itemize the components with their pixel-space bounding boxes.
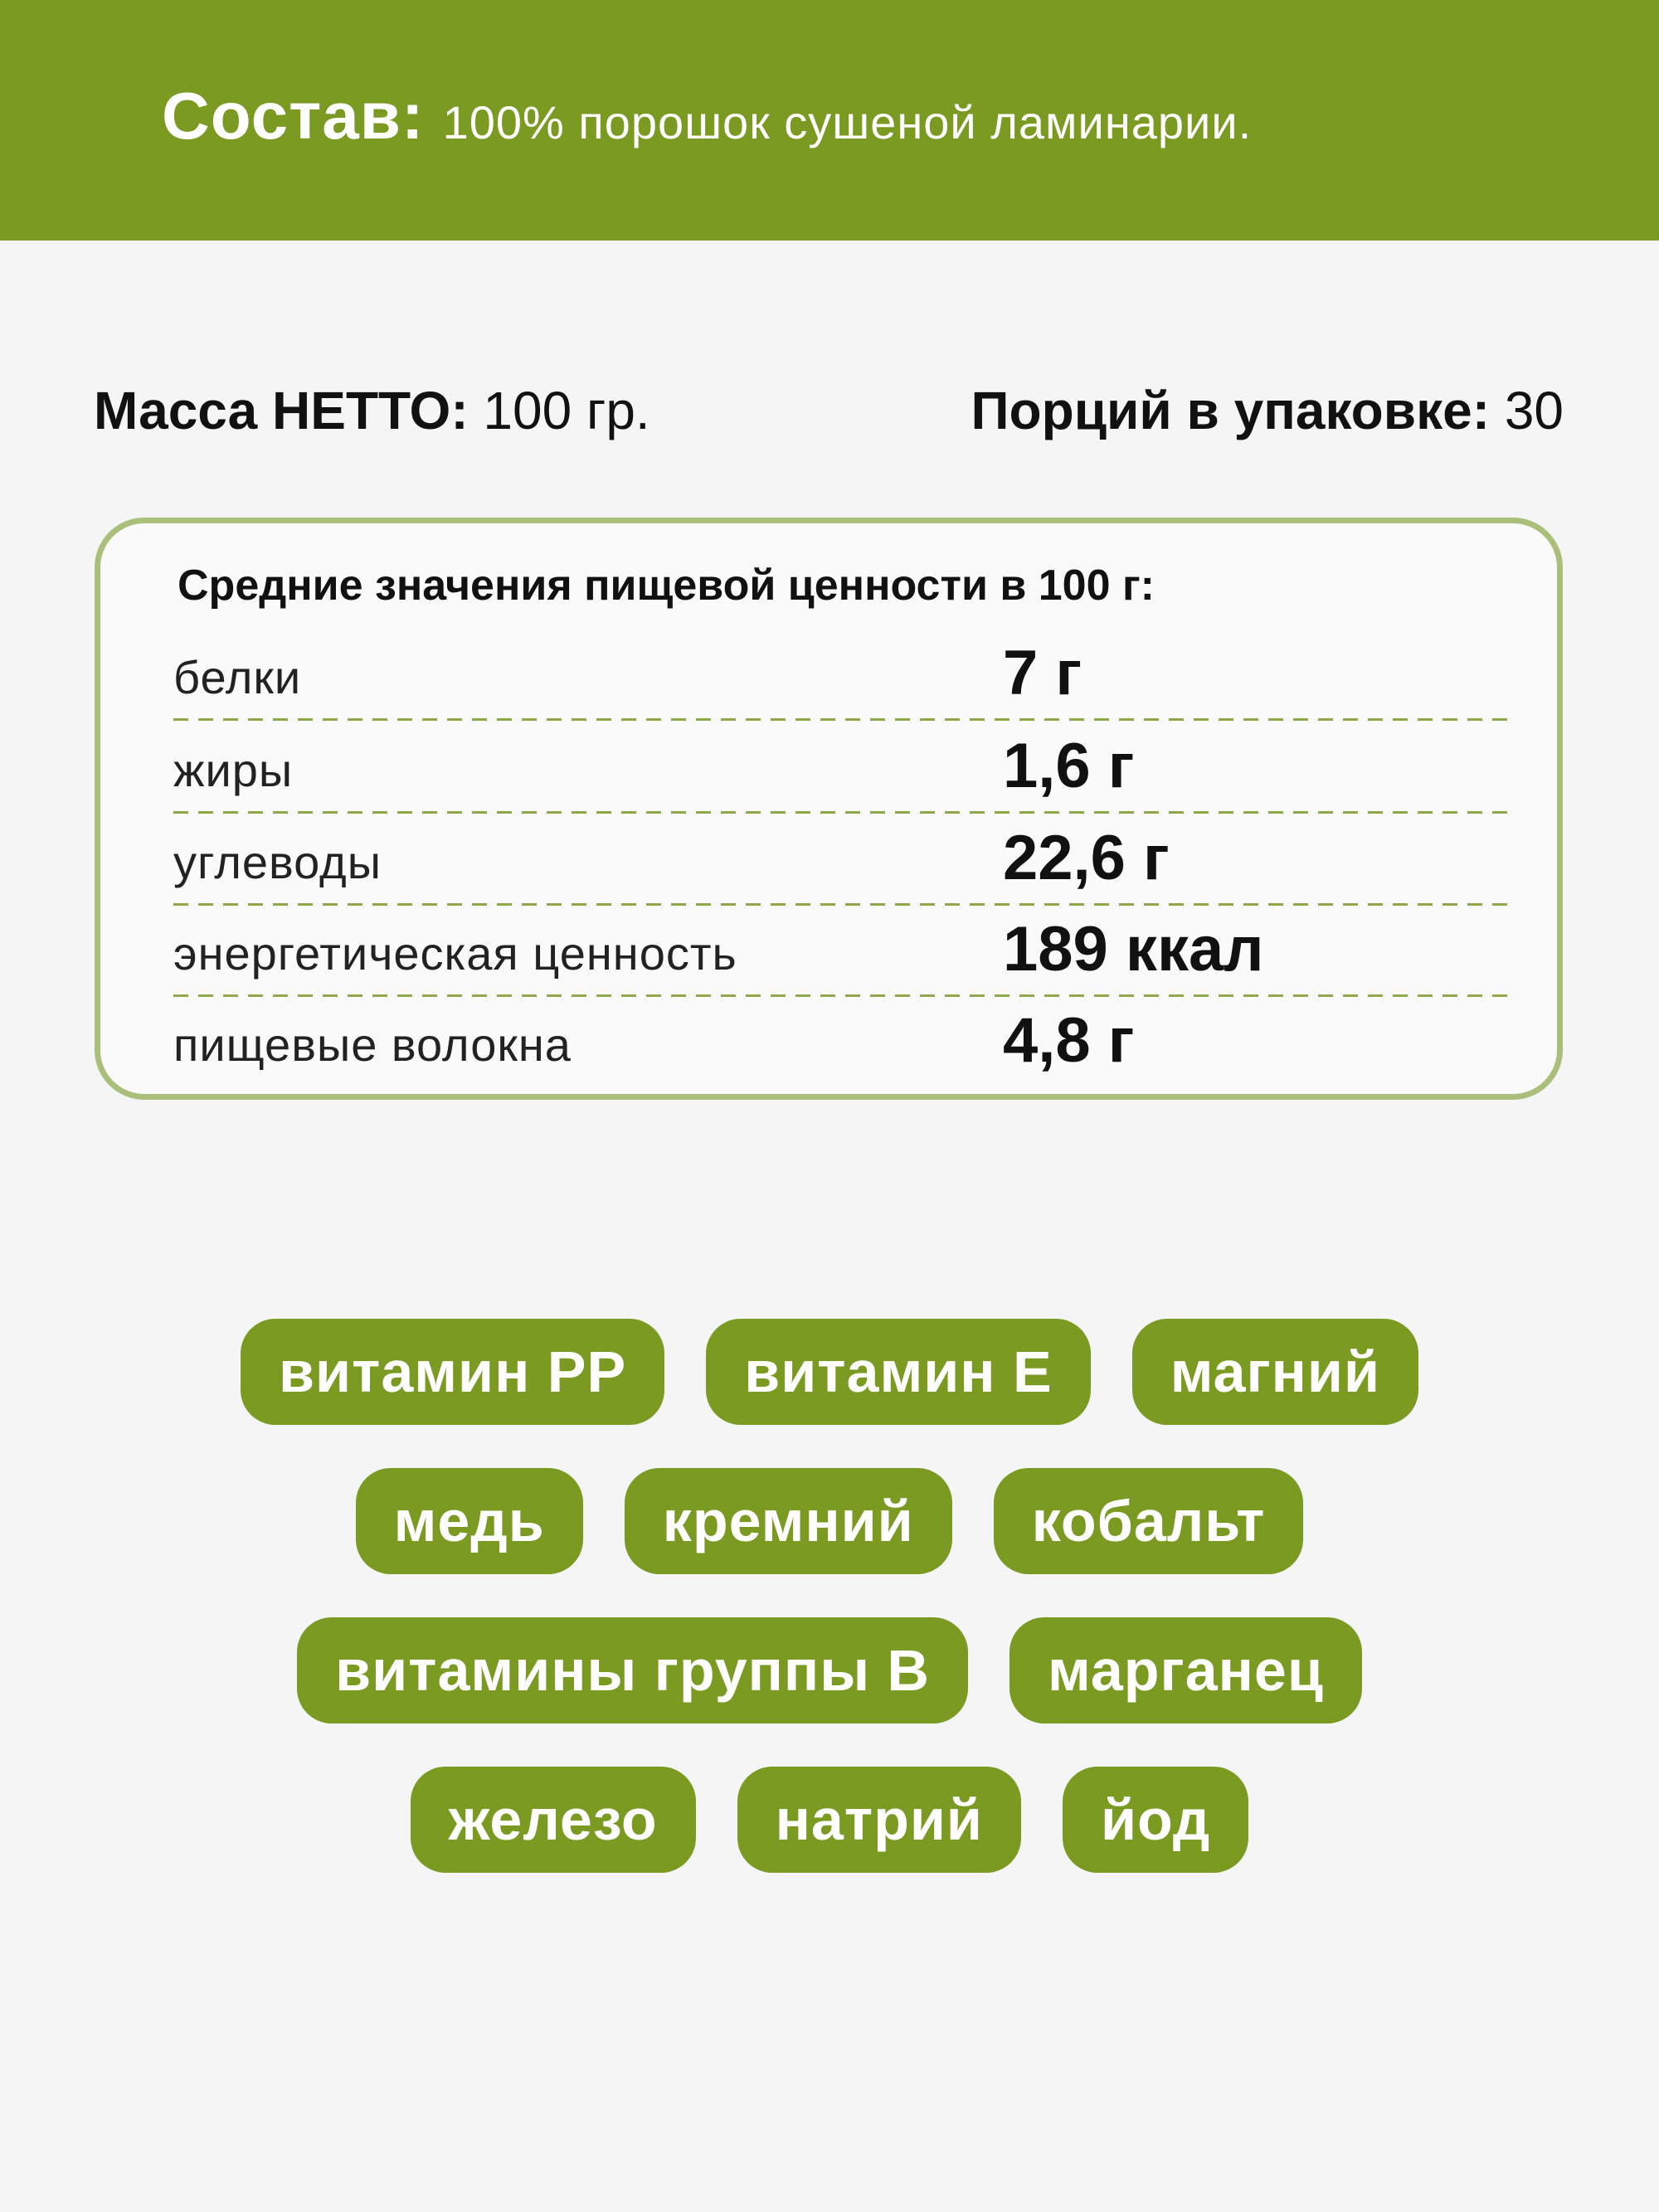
nutrient-tag: витамин Е — [706, 1319, 1091, 1425]
nutrient-value: 22,6 г — [1003, 823, 1170, 893]
composition-label: Состав: — [162, 79, 425, 153]
nutrition-row — [173, 814, 1511, 906]
nutrient-name: энергетическая ценность — [173, 927, 737, 980]
nutrient-tag: магний — [1132, 1319, 1418, 1425]
nutrient-value: 4,8 г — [1003, 1005, 1135, 1076]
nutrient-tag: йод — [1063, 1767, 1248, 1873]
nutrient-tags-row — [0, 1767, 1659, 1873]
nutrient-tags-row — [0, 1617, 1659, 1723]
nutrient-tag: натрий — [737, 1767, 1021, 1873]
nutrition-title: Средние значения пищевой ценности в 100 г: — [178, 562, 1155, 610]
net-weight-label: Масса НЕТТО: — [94, 381, 469, 440]
composition-text — [162, 79, 1253, 156]
nutrient-name: белки — [173, 651, 302, 703]
nutrient-value: 1,6 г — [1003, 731, 1135, 801]
nutrient-tag: марганец — [1010, 1617, 1362, 1723]
nutrition-row — [173, 630, 1511, 721]
nutrient-tag: витамин PP — [241, 1319, 664, 1425]
nutrient-name: углеводы — [173, 836, 382, 888]
nutrition-row — [173, 722, 1511, 814]
nutrient-tag: железо — [411, 1767, 696, 1873]
portions-label: Порций в упаковке: — [971, 381, 1491, 440]
nutrient-tag: кобальт — [994, 1468, 1304, 1574]
nutrient-tags-row — [0, 1468, 1659, 1574]
portions-value: 30 — [1504, 381, 1564, 440]
nutrient-value: 7 г — [1003, 638, 1082, 708]
net-weight-value: 100 гр. — [483, 381, 650, 440]
nutrient-tags-row — [0, 1319, 1659, 1425]
composition-banner — [0, 0, 1659, 241]
nutrient-tag: медь — [356, 1468, 583, 1574]
nutrient-value: 189 ккал — [1003, 914, 1264, 984]
nutrient-tag: витамины группы В — [297, 1617, 968, 1723]
nutrition-row — [173, 906, 1511, 997]
composition-value: 100% порошок сушеной ламинарии. — [442, 96, 1253, 148]
portions-count — [971, 377, 1564, 444]
nutrient-tag: кремний — [625, 1468, 952, 1574]
nutrition-table — [95, 518, 1563, 1100]
nutrition-row — [173, 997, 1511, 1088]
net-weight — [94, 377, 650, 444]
nutrient-name: пищевые волокна — [173, 1018, 572, 1071]
nutrient-name: жиры — [173, 744, 294, 796]
